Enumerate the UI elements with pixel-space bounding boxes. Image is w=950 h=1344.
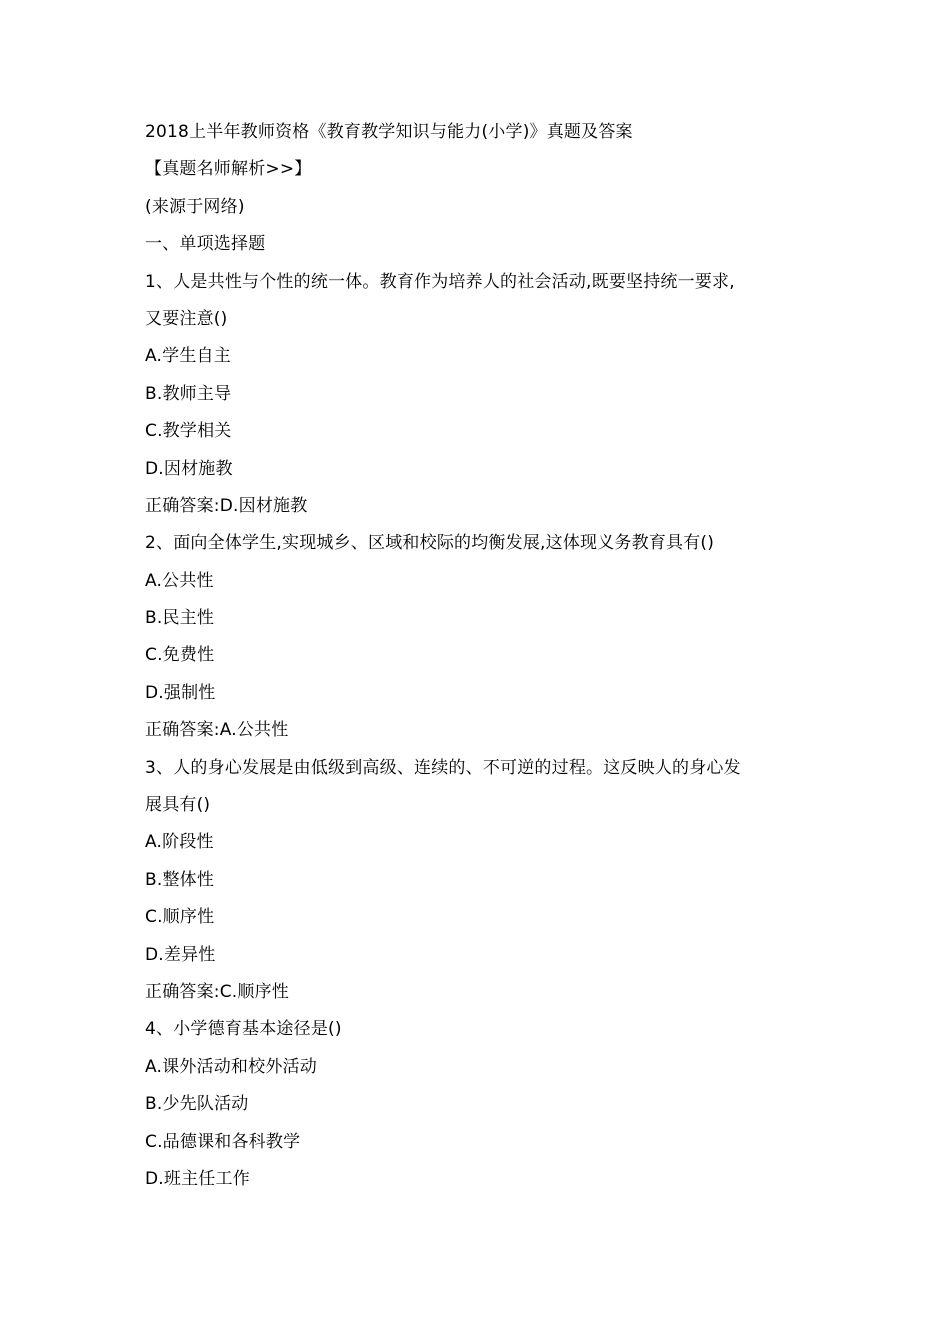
option-b: B.教师主导: [145, 383, 232, 404]
correct-answer: 正确答案:A.公共性: [145, 720, 289, 741]
correct-answer: 正确答案:C.顺序性: [145, 981, 290, 1002]
option-c: C.顺序性: [145, 907, 215, 928]
option-d: D.班主任工作: [145, 1168, 250, 1189]
option-b: B.少先队活动: [145, 1094, 249, 1115]
question-stem: 4、小学德育基本途径是(): [145, 1019, 342, 1040]
option-b: B.整体性: [145, 869, 215, 890]
option-d: D.因材施教: [145, 458, 233, 479]
question-stem: 2、面向全体学生,实现城乡、区域和校际的均衡发展,这体现义务教育具有(): [145, 533, 715, 554]
question-2: [145, 525, 825, 749]
option-a: A.课外活动和校外活动: [145, 1056, 317, 1077]
document-body: [145, 114, 825, 1198]
option-a: A.学生自主: [145, 346, 231, 367]
option-c: C.免费性: [145, 645, 215, 666]
question-stem: 1、人是共性与个性的统一体。教育作为培养人的社会活动,既要坚持统一要求,: [145, 271, 735, 292]
source-note: (来源于网络): [145, 196, 245, 217]
question-stem: 3、人的身心发展是由低级到高级、连续的、不可逆的过程。这反映人的身心发: [145, 757, 741, 778]
correct-answer: 正确答案:D.因材施教: [145, 495, 308, 516]
option-d: D.差异性: [145, 944, 216, 965]
option-a: A.公共性: [145, 570, 214, 591]
question-3: [145, 750, 825, 1012]
analysis-link[interactable]: 【真题名师解析>>】: [145, 159, 312, 180]
question-stem: 展具有(): [145, 795, 211, 816]
option-b: B.民主性: [145, 608, 215, 629]
document-title: 2018上半年教师资格《教育教学知识与能力(小学)》真题及答案: [145, 122, 633, 142]
option-c: C.品德课和各科教学: [145, 1131, 301, 1152]
option-c: C.教学相关: [145, 421, 232, 442]
question-stem: 又要注意(): [145, 308, 228, 329]
question-4: [145, 1011, 825, 1198]
option-d: D.强制性: [145, 682, 216, 703]
option-a: A.阶段性: [145, 832, 214, 853]
section-heading: 一、单项选择题: [145, 234, 266, 255]
question-1: [145, 264, 825, 526]
